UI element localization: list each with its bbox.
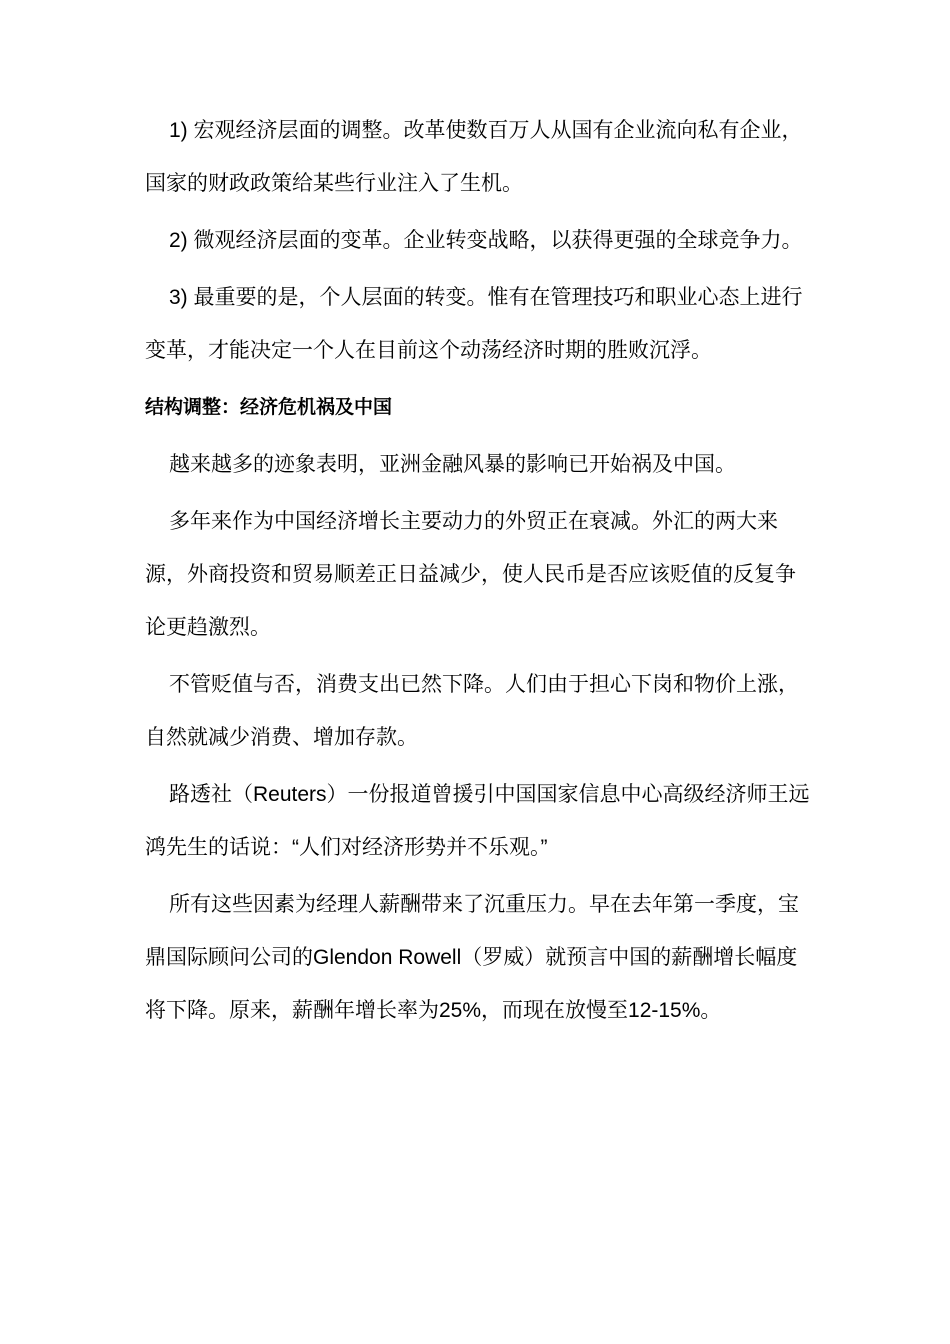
paragraph-micro-change: 2) 微观经济层面的变革。企业转变战略，以获得更强的全球竞争力。 <box>169 229 803 252</box>
section-heading: 结构调整：经济危机祸及中国 <box>145 397 393 418</box>
paragraph-consumption: 不管贬值与否，消费支出已然下降。人们由于担心下岗和物价上涨，自然就减少消费、增加存款。 <box>145 673 799 749</box>
document-body <box>145 104 810 1041</box>
paragraph-reuters-quote: 路透社（Reuters）一份报道曾援引中国国家信息中心高级经济师王远鸿先生的话说：“人们对经济形势并不乐观。” <box>145 783 810 859</box>
paragraph-personal-change: 3) 最重要的是，个人层面的转变。惟有在管理技巧和职业心态上进行变革，才能决定一个人在目前这个动荡经济时期的胜败沉浮。 <box>145 286 803 362</box>
paragraph-salary-pressure: 所有这些因素为经理人薪酬带来了沉重压力。早在去年第一季度，宝鼎国际顾问公司的Glendon Rowell（罗威）就预言中国的薪酬增长幅度将下降。原来，薪酬年增长率为25%，而现在放慢至12-15%。 <box>145 893 799 1022</box>
paragraph-crisis-signs: 越来越多的迹象表明，亚洲金融风暴的影响已开始祸及中国。 <box>169 453 736 476</box>
paragraph-macro-adjustment: 1) 宏观经济层面的调整。改革使数百万人从国有企业流向私有企业，国家的财政政策给某些行业注入了生机。 <box>145 119 803 195</box>
paragraph-foreign-trade: 多年来作为中国经济增长主要动力的外贸正在衰减。外汇的两大来源，外商投资和贸易顺差正日益减少，使人民币是否应该贬值的反复争论更趋激烈。 <box>145 510 796 639</box>
